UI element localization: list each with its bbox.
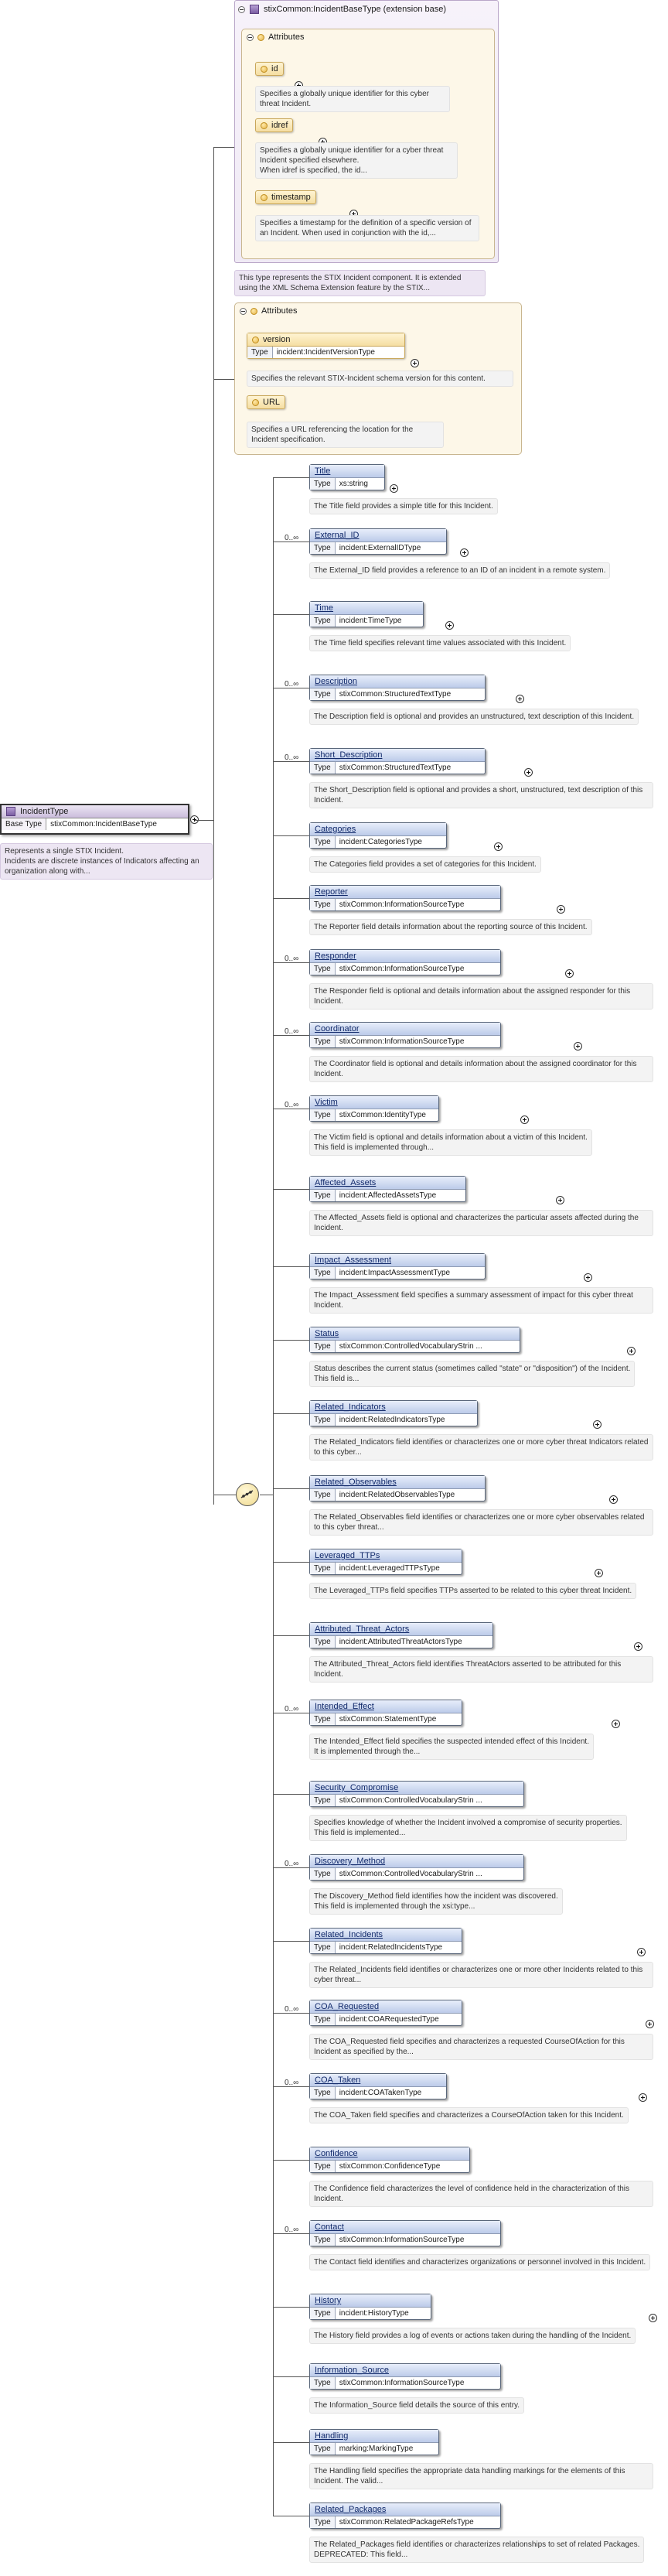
element-description: The Time field specifies relevant time values associated with this Incident. <box>309 635 571 651</box>
element-description: The Affected_Assets field is optional and characterizes the particular assets affected during the Incident. <box>309 1210 653 1236</box>
element-type-row <box>310 2377 500 2389</box>
expand-icon[interactable] <box>627 1347 636 1355</box>
element-connector <box>273 1189 309 1190</box>
element-type-row <box>310 899 500 910</box>
element-related-packages[interactable] <box>309 2503 501 2529</box>
element-type-row <box>310 2308 431 2319</box>
element-type-row <box>310 615 423 627</box>
attribute-id[interactable] <box>255 62 284 76</box>
element-name: Related_Incidents <box>310 1929 462 1942</box>
type-value: incident:AffectedAssetsType <box>339 1191 437 1200</box>
type-value: incident:COATakenType <box>339 2089 422 2097</box>
element-name: History <box>310 2294 431 2308</box>
element-type-row <box>310 1109 438 1121</box>
element-description: The Discovery_Method field identifies how the incident was discovered. This field is implemented through the xsi:type... <box>309 1888 563 1915</box>
element-name: Description <box>310 675 485 688</box>
element-categories[interactable] <box>309 822 447 849</box>
complex-type-icon <box>250 5 259 14</box>
attribute-name: URL <box>263 398 281 407</box>
cardinality-label: 0..∞ <box>285 2079 299 2087</box>
element-contact[interactable] <box>309 2220 501 2246</box>
complex-type-icon <box>6 807 15 816</box>
type-label: Type <box>310 2516 336 2528</box>
attributes-header <box>235 303 521 319</box>
type-label: Type <box>310 762 336 774</box>
element-reporter[interactable] <box>309 885 501 911</box>
type-value: incident:RelatedIncidentsType <box>339 1943 443 1952</box>
element-name: External_ID <box>310 529 446 542</box>
element-name: Impact_Assessment <box>310 1254 485 1267</box>
type-value: incident:RelatedIndicatorsType <box>339 1416 445 1424</box>
element-related-indicators[interactable] <box>309 1400 478 1426</box>
attributes-label: Attributes <box>261 306 298 316</box>
element-confidence[interactable] <box>309 2147 470 2173</box>
extension-connector <box>213 147 234 148</box>
expand-icon[interactable] <box>612 1720 620 1728</box>
attribute-description: Specifies the relevant STIX-Incident schema version for this content. <box>247 371 513 387</box>
type-value: incident:ImpactAssessmentType <box>339 1269 451 1277</box>
type-label: Type <box>310 1267 336 1279</box>
type-label: Type <box>310 1341 336 1352</box>
expand-icon[interactable] <box>494 842 503 851</box>
element-name: Leveraged_TTPs <box>310 1549 462 1563</box>
type-label: Type <box>310 1414 336 1426</box>
element-type-row <box>310 2161 469 2172</box>
type-value: stixCommon:ConfidenceType <box>339 2162 441 2171</box>
element-connector <box>273 1941 309 1942</box>
element-connector <box>273 898 309 899</box>
element-name: Handling <box>310 2430 438 2443</box>
element-type-row <box>310 1636 492 1648</box>
collapse-icon[interactable] <box>247 34 254 41</box>
extension-base-title: stixCommon:IncidentBaseType (extension base) <box>264 5 447 14</box>
expand-icon[interactable] <box>574 1042 582 1051</box>
element-name: Confidence <box>310 2147 469 2161</box>
type-label: Type <box>310 836 336 848</box>
element-history[interactable] <box>309 2294 431 2320</box>
element-name: Time <box>310 602 423 615</box>
element-name: Information_Source <box>310 2364 500 2377</box>
root-description: Represents a single STIX Incident. Incidents are discrete instances of Indicators affecting an organization along with... <box>0 843 213 880</box>
element-name: Short_Description <box>310 749 485 762</box>
type-value: incident:TimeType <box>339 617 402 625</box>
cardinality-label: 0..∞ <box>285 2226 299 2234</box>
element-impact-assessment[interactable] <box>309 1253 486 1279</box>
element-type-row <box>310 1190 465 1201</box>
type-label: Type <box>310 615 336 627</box>
element-discovery-method[interactable] <box>309 1854 524 1881</box>
root-type-header <box>2 805 188 818</box>
element-security-compromise[interactable] <box>309 1781 524 1807</box>
element-description: The Intended_Effect field specifies the suspected intended effect of this Incident. It is implemented through the... <box>309 1734 594 1760</box>
element-description[interactable] <box>309 675 486 701</box>
expand-icon[interactable] <box>584 1273 592 1282</box>
element-intended-effect[interactable] <box>309 1700 462 1726</box>
element-affected-assets[interactable] <box>309 1176 466 1202</box>
element-connector <box>273 1340 309 1341</box>
expand-icon[interactable] <box>565 969 574 978</box>
element-description: The Information_Source field details the source of this entry. <box>309 2397 524 2414</box>
type-label: Type <box>310 1713 336 1725</box>
type-label: Type <box>310 2161 336 2172</box>
expand-icon[interactable] <box>556 1196 564 1204</box>
extension-base-header <box>238 5 446 14</box>
element-type-row <box>310 688 485 700</box>
type-value: stixCommon:InformationSourceType <box>339 2236 465 2244</box>
extension-attributes-group <box>241 29 495 259</box>
root-base-type <box>2 818 188 830</box>
type-value: stixCommon:ControlledVocabularyStrin ... <box>339 1796 482 1805</box>
type-label: Type <box>310 1489 336 1501</box>
element-name: Discovery_Method <box>310 1855 523 1868</box>
element-description: The Attributed_Threat_Actors field identifies ThreatActors asserted to be attributed for this Incident. <box>309 1656 653 1683</box>
element-related-observables[interactable] <box>309 1475 486 1502</box>
type-label: Type <box>310 899 336 910</box>
type-value: stixCommon:InformationSourceType <box>339 2379 465 2387</box>
type-label: Type <box>310 1036 336 1047</box>
expand-icon[interactable] <box>637 1948 646 1956</box>
cardinality-label: 0..∞ <box>285 680 299 688</box>
attribute-icon <box>261 122 268 129</box>
base-type-value: stixCommon:IncidentBaseType <box>50 820 157 828</box>
element-description: The Contact field identifies and characterizes organizations or personnel involved in this Incident. <box>309 2254 650 2270</box>
sequence-glyph <box>237 1484 257 1505</box>
attribute-name: version <box>263 335 291 344</box>
type-label: Type <box>310 1942 336 1953</box>
element-type-row <box>310 1868 523 1880</box>
attribute-icon <box>252 337 259 343</box>
type-label: Type <box>310 963 336 975</box>
expand-icon[interactable] <box>390 484 398 493</box>
element-type-row <box>310 2087 446 2099</box>
element-description: The Impact_Assessment field specifies a summary assessment of impact for this cyber threat Incident. <box>309 1287 653 1314</box>
element-name: Affected_Assets <box>310 1177 465 1190</box>
type-value: stixCommon:RelatedPackageRefsType <box>339 2518 474 2526</box>
element-name: COA_Requested <box>310 2000 462 2014</box>
element-connector <box>273 2376 309 2377</box>
element-name: Intended_Effect <box>310 1700 462 1713</box>
attributes-icon <box>257 34 264 41</box>
element-name: Attributed_Threat_Actors <box>310 1623 492 1636</box>
root-connector <box>195 820 214 821</box>
expand-icon[interactable] <box>646 2020 654 2028</box>
element-description: The Related_Incidents field identifies or characterizes one or more other Incidents related to this cyber threat... <box>309 1962 653 1988</box>
element-type-row <box>310 1414 477 1426</box>
type-label: Type <box>310 1795 336 1806</box>
attribute-description: Specifies a URL referencing the location for the Incident specification. <box>247 422 444 448</box>
element-type-row <box>310 1036 500 1047</box>
element-connector <box>273 1562 309 1563</box>
element-type-row <box>310 1942 462 1953</box>
element-description: The Coordinator field is optional and details information about the assigned coordinator for this Incident. <box>309 1056 653 1082</box>
element-short-description[interactable] <box>309 748 486 774</box>
extension-base-box <box>234 0 499 263</box>
expand-icon[interactable] <box>593 1420 602 1429</box>
type-label: Type <box>310 1190 336 1201</box>
attributes-icon <box>250 308 257 315</box>
element-status[interactable] <box>309 1327 520 1353</box>
type-value: stixCommon:StructuredTextType <box>339 764 452 772</box>
type-label: Type <box>310 1868 336 1880</box>
element-description: The COA_Taken field specifies and characterizes a CourseOfAction taken for this Incident. <box>309 2107 629 2123</box>
element-type-row <box>310 1341 520 1352</box>
element-connector <box>273 1266 309 1267</box>
attributes-label: Attributes <box>268 32 305 42</box>
element-description: The Categories field provides a set of categories for this Incident. <box>309 856 541 873</box>
type-value: stixCommon:ControlledVocabularyStrin ... <box>339 1342 482 1351</box>
attribute-description: Specifies a timestamp for the definition of a specific version of an Incident. When used in conjunction with the id,... <box>255 215 479 241</box>
element-name: Victim <box>310 1096 438 1109</box>
expand-icon[interactable] <box>609 1495 618 1504</box>
attribute-description: Specifies a globally unique identifier for a cyber threat Incident specified elsewhere. When idref is specified, the id... <box>255 142 458 179</box>
element-handling[interactable] <box>309 2429 439 2455</box>
type-label: Type <box>310 1636 336 1648</box>
element-description: The Victim field is optional and details information about a victim of this Incident. This field is implemented through... <box>309 1129 592 1156</box>
element-connector <box>273 477 309 478</box>
attribute-icon <box>252 399 259 406</box>
element-type-row <box>310 2014 462 2025</box>
element-time[interactable] <box>309 601 424 627</box>
element-name: Categories <box>310 823 446 836</box>
element-description: The Short_Description field is optional and provides a short, unstructured, text description of this Incident. <box>309 782 653 808</box>
expand-icon[interactable] <box>516 695 524 703</box>
element-coa-taken[interactable] <box>309 2073 447 2099</box>
type-value: xs:string <box>339 480 368 488</box>
type-value: incident:HistoryType <box>339 2309 409 2318</box>
element-name: Title <box>310 465 384 478</box>
attribute-name: idref <box>271 121 288 130</box>
element-type-row <box>310 478 384 490</box>
attributes-group <box>234 302 522 455</box>
element-type-row <box>310 836 446 848</box>
element-description: The History field provides a log of events or actions taken during the handling of the Incident. <box>309 2328 636 2344</box>
extension-attributes-header <box>242 29 494 45</box>
type-label: Type <box>310 478 336 490</box>
element-branch-line <box>273 477 274 2516</box>
type-value: stixCommon:IdentityType <box>339 1111 426 1119</box>
type-value: incident:RelatedObservablesType <box>339 1491 455 1499</box>
cardinality-label: 0..∞ <box>285 1101 299 1109</box>
element-description: The Title field provides a simple title for this Incident. <box>309 498 498 514</box>
type-label: Type <box>310 2443 336 2455</box>
root-vertical-connector <box>213 147 214 1505</box>
type-value: stixCommon:StructuredTextType <box>339 690 452 699</box>
type-label: Type <box>310 2087 336 2099</box>
type-label: Type <box>310 2308 336 2319</box>
expand-icon[interactable] <box>520 1115 529 1124</box>
type-value: marking:MarkingType <box>339 2444 414 2453</box>
element-connector <box>273 1794 309 1795</box>
element-connector <box>273 2160 309 2161</box>
element-description: The COA_Requested field specifies and characterizes a requested CourseOfAction for this Incident as specified by the... <box>309 2034 653 2060</box>
element-type-row <box>310 1795 523 1806</box>
element-victim[interactable] <box>309 1095 439 1122</box>
type-value: incident:COARequestedType <box>339 2015 439 2024</box>
element-title[interactable] <box>309 464 385 490</box>
attribute-description: Specifies a globally unique identifier for this cyber threat Incident. <box>255 86 450 112</box>
type-value: stixCommon:InformationSourceType <box>339 1037 465 1046</box>
root-type-name: IncidentType <box>20 807 69 816</box>
element-description: The Related_Packages field identifies or characterizes relationships to set of related Packages. DEPRECATED: This field... <box>309 2537 644 2563</box>
element-name: Coordinator <box>310 1023 500 1036</box>
cardinality-label: 0..∞ <box>285 753 299 762</box>
element-description: Status describes the current status (sometimes called "state" or "disposition") of the Incident. This field is... <box>309 1361 635 1387</box>
element-leveraged-ttps[interactable] <box>309 1549 462 1575</box>
base-type-label: Base Type <box>2 818 46 830</box>
attribute-url[interactable] <box>247 395 285 409</box>
attribute-name: id <box>271 64 278 73</box>
element-description: The Handling field specifies the appropriate data handling markings for the elements of this Incident. The valid... <box>309 2463 653 2489</box>
element-connector <box>273 1413 309 1414</box>
cardinality-label: 0..∞ <box>285 1027 299 1036</box>
element-responder[interactable] <box>309 949 501 975</box>
type-value: stixCommon:ControlledVocabularyStrin ... <box>339 1870 482 1878</box>
element-type-row <box>310 2443 438 2455</box>
type-label: Type <box>310 1109 336 1121</box>
type-value: stixCommon:StatementType <box>339 1715 437 1724</box>
element-connector <box>273 835 309 836</box>
element-name: Related_Packages <box>310 2503 500 2516</box>
expand-icon[interactable] <box>460 548 469 557</box>
element-description: The Related_Indicators field identifies or characterizes one or more cyber threat Indicators related to this cyber... <box>309 1434 653 1461</box>
element-related-incidents[interactable] <box>309 1928 462 1954</box>
element-connector <box>273 2307 309 2308</box>
element-type-row <box>310 963 500 975</box>
type-label: Type <box>310 2234 336 2246</box>
element-type-row <box>310 1489 485 1501</box>
attributes-connector <box>213 379 234 380</box>
attribute-version[interactable] <box>247 333 405 359</box>
element-name: Contact <box>310 2221 500 2234</box>
expand-icon[interactable] <box>524 768 533 777</box>
type-label: Type <box>247 347 273 358</box>
element-type-row <box>310 2234 500 2246</box>
element-connector <box>273 1635 309 1636</box>
type-value: incident:IncidentVersionType <box>276 348 375 357</box>
element-description: The Confidence field characterizes the level of confidence held in the characterization of this Incident. <box>309 2181 653 2207</box>
collapse-icon[interactable] <box>240 308 247 315</box>
cardinality-label: 0..∞ <box>285 534 299 542</box>
type-label: Type <box>310 2014 336 2025</box>
element-name: Reporter <box>310 886 500 899</box>
element-type-row <box>310 1563 462 1574</box>
element-type-row <box>310 1267 485 1279</box>
type-label: Type <box>310 688 336 700</box>
type-value: stixCommon:InformationSourceType <box>339 900 465 909</box>
element-type-row <box>310 1713 462 1725</box>
element-description: The Description field is optional and provides an unstructured, text description of this Incident. <box>309 709 639 725</box>
attribute-name: timestamp <box>271 193 311 202</box>
element-description: Specifies knowledge of whether the Incident involved a compromise of security properties. This field is implemented... <box>309 1815 627 1841</box>
cardinality-label: 0..∞ <box>285 1705 299 1713</box>
expand-icon[interactable] <box>639 2093 647 2102</box>
type-value: incident:CategoriesType <box>339 838 422 846</box>
element-external-id[interactable] <box>309 528 447 555</box>
expand-icon[interactable] <box>411 359 419 367</box>
element-description: The External_ID field provides a reference to an ID of an incident in a remote system. <box>309 562 610 579</box>
root-type-box[interactable] <box>0 804 189 835</box>
element-coordinator[interactable] <box>309 1022 501 1048</box>
element-name: COA_Taken <box>310 2074 446 2087</box>
element-type-row <box>310 542 446 554</box>
element-description: The Reporter field details information about the reporting source of this Incident. <box>309 919 592 935</box>
element-connector <box>273 614 309 615</box>
type-label: Type <box>310 1563 336 1574</box>
sequence-compositor-icon[interactable] <box>236 1483 259 1506</box>
element-name: Status <box>310 1327 520 1341</box>
attribute-timestamp[interactable] <box>255 190 316 204</box>
attribute-icon <box>261 66 268 73</box>
expand-icon[interactable] <box>595 1569 603 1577</box>
type-label: Type <box>310 2377 336 2389</box>
element-type-row <box>310 2516 500 2528</box>
element-information-source[interactable] <box>309 2363 501 2390</box>
element-description: The Related_Observables field identifies or characterizes one or more cyber observables related to this cyber threat... <box>309 1509 653 1536</box>
attribute-idref[interactable] <box>255 118 293 132</box>
attribute-icon <box>261 194 268 201</box>
type-value: incident:AttributedThreatActorsType <box>339 1638 462 1646</box>
element-description: The Responder field is optional and details information about the assigned responder for this Incident. <box>309 983 653 1010</box>
element-name: Related_Indicators <box>310 1401 477 1414</box>
expand-icon[interactable] <box>557 905 565 914</box>
element-name: Responder <box>310 950 500 963</box>
element-connector <box>273 2442 309 2443</box>
type-label: Type <box>310 542 336 554</box>
cardinality-label: 0..∞ <box>285 1860 299 1868</box>
element-description: The Leveraged_TTPs field specifies TTPs asserted to be related to this cyber threat Incident. <box>309 1583 636 1599</box>
element-name: Security_Compromise <box>310 1782 523 1795</box>
element-attributed-threat-actors[interactable] <box>309 1622 493 1648</box>
type-value: incident:LeveragedTTPsType <box>339 1564 440 1573</box>
type-value: incident:ExternalIDType <box>339 544 421 552</box>
type-value: stixCommon:InformationSourceType <box>339 965 465 973</box>
collapse-icon[interactable] <box>238 6 245 13</box>
cardinality-label: 0..∞ <box>285 2005 299 2014</box>
cardinality-label: 0..∞ <box>285 955 299 963</box>
element-name: Related_Observables <box>310 1476 485 1489</box>
expand-icon[interactable] <box>649 2314 657 2322</box>
expand-icon[interactable] <box>634 1642 642 1651</box>
element-coa-requested[interactable] <box>309 2000 462 2026</box>
type-description: This type represents the STIX Incident component. It is extended using the XML Schema Extension feature by the STIX... <box>234 270 486 296</box>
expand-icon[interactable] <box>445 621 454 630</box>
element-connector <box>273 1488 309 1489</box>
element-type-row <box>310 762 485 774</box>
